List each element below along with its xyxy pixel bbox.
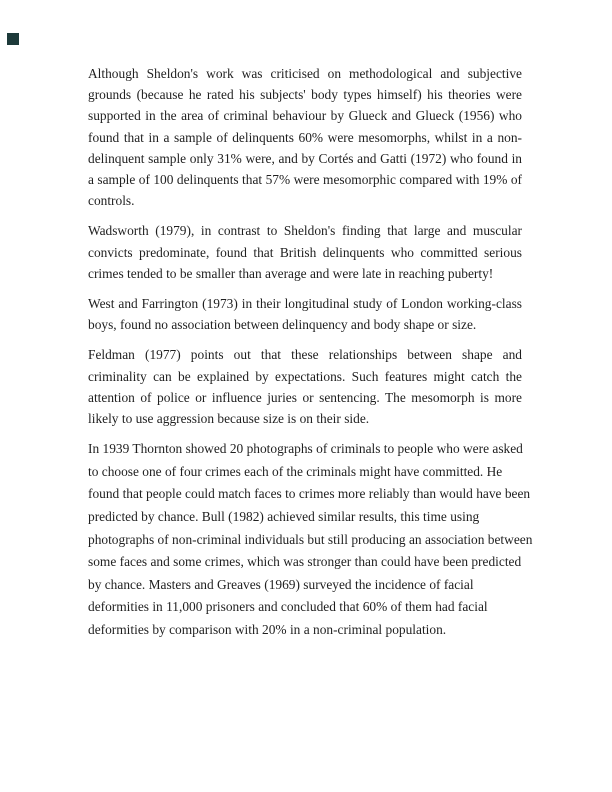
paragraph-sheldon-criticism: Although Sheldon's work was criticised on methodological and subjective grounds (because he rated his subjects' body types himself) his theories were supported in the area of criminal behaviour by Glueck and Glueck (1956) who found that in a sample of delinquents 60% were mesomorphs, whilst in a non-delinquent sample only 31% were, and by Cortés and Gatti (1972) who found in a sample of 100 delinquents that 57% were mesomorphic compared with 19% of controls. <box>88 66 522 209</box>
paragraph-feldman: Feldman (1977) points out that these relationships between shape and criminality can be explained by expectations. Such features might catch the attention of police or influence juries or sentencing. The mesomorph is more likely to use aggression because size is on their side. <box>88 347 522 427</box>
paragraph-thornton-faces: In 1939 Thornton showed 20 photographs of criminals to people who were asked to choose one of four crimes each of the criminals might have committed. He found that people could match faces to crimes more reliably than would have been predicted by chance. Bull (1982) achieved similar results, this time using photographs of non-criminal individuals but still producing an association between some faces and some crimes, which was stronger than could have been predicted by chance. Masters and Greaves (1969) surveyed the incidence of facial deformities in 11,000 prisoners and concluded that 60% of them had facial deformities by comparison with 20% in a non-criminal population. <box>88 441 533 637</box>
paragraph-wadsworth: Wadsworth (1979), in contrast to Sheldon's finding that large and muscular convicts predominate, found that British delinquents who committed serious crimes tended to be smaller than average and were late in reaching puberty! <box>88 223 522 281</box>
text-block <box>88 63 533 642</box>
paragraph-west-farrington: West and Farrington (1973) in their longitudinal study of London working-class boys, found no association between delinquency and body shape or size. <box>88 296 522 333</box>
corner-mark <box>7 33 19 45</box>
